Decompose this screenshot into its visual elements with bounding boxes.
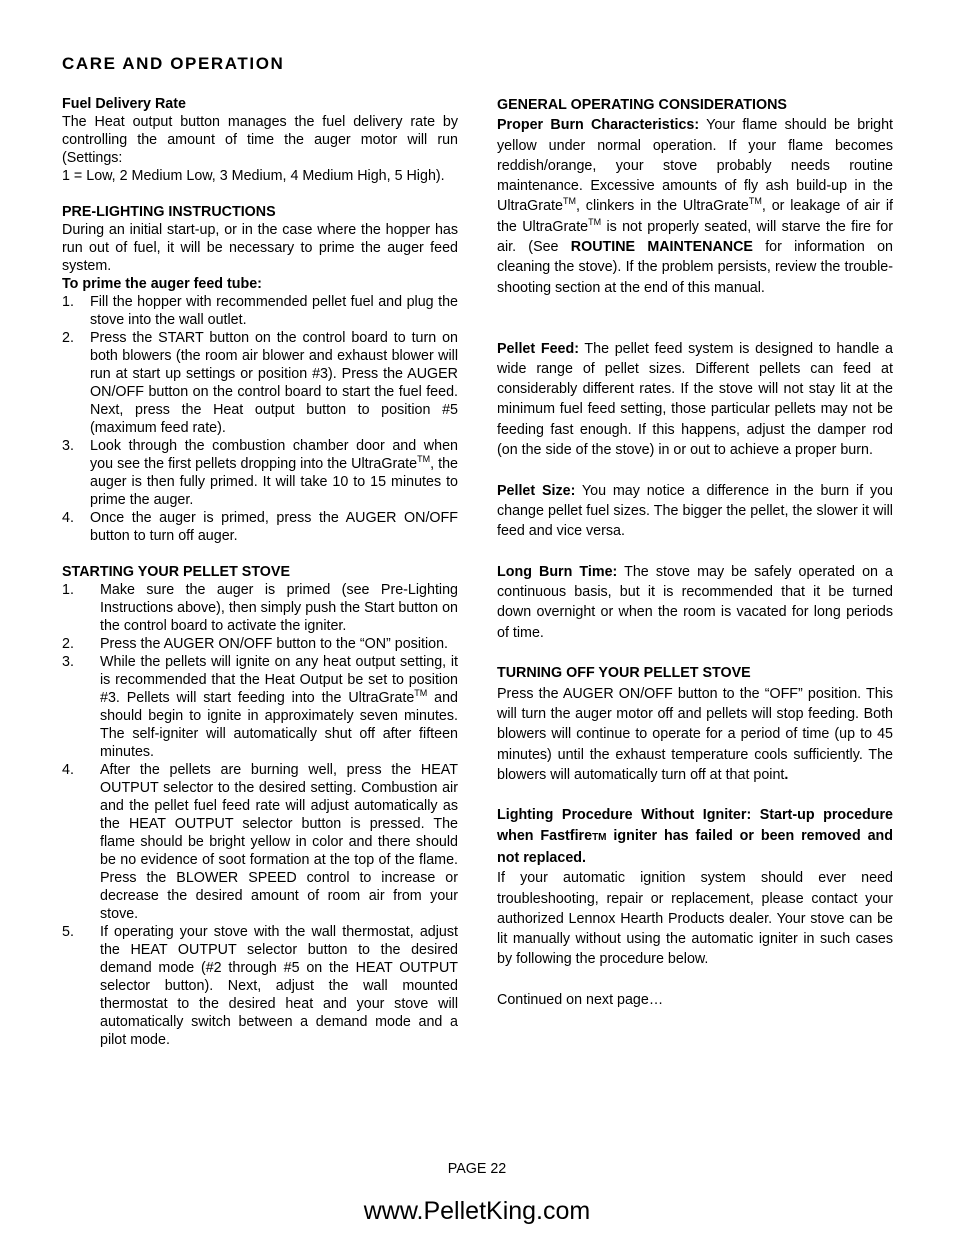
list-item: 4. Once the auger is primed, press the AUGER ON/OFF button to turn off auger.: [62, 510, 458, 544]
pre-lighting-text: During an initial start-up, or in the case where the hopper has run out of fuel, it will be necessary to prime the auger feed system.: [62, 222, 458, 274]
turning-off-paragraph: Press the AUGER ON/OFF button to the “OFF” position. This will turn the auger motor off and pellets will stop feeding. Both blowers will continue to operate for a period of time (up to 45 minutes) until the exhaust temperature cools sufficiently. The blowers will automatically turn off at that point.: [497, 685, 893, 783]
list-item: 2. Press the START button on the control board to turn on both blowers (the room air blower and exhaust blower will run at start up settings or position #3). Press the AUGER ON/OFF button on the control board to start the fuel feed. Next, press the Heat output button to position #5 (maximum feed rate).: [62, 330, 458, 436]
pellet-feed-paragraph: Pellet Feed: The pellet feed system is designed to handle a wide range of pellet sizes. Different pellets can feed at considerably different rates. If the stove will not stay lit at the minimum fuel feed setting, those particular pellets may not be feeding fast enough. If this happens, adjust the damper rod (on the side of the stove) in or out to achieve a proper burn.: [497, 340, 893, 459]
list-item: 1. Fill the hopper with recommended pellet fuel and plug the stove into the wall outlet.: [62, 294, 458, 328]
right-column: [497, 95, 893, 1010]
general-considerations-heading: GENERAL OPERATING CONSIDERATIONS: [497, 97, 787, 113]
list-item: 3. Look through the combustion chamber door and when you see the first pellets dropping into the UltraGrate™, the auger is then fully primed. It will take 10 to 15 minutes to prime the auger.: [62, 438, 458, 508]
lighting-procedure-heading: Lighting Procedure Without Igniter: Start-up procedure when FastfireTM igniter has failed or been removed and not replaced.: [497, 807, 893, 866]
starting-stove-heading: STARTING YOUR PELLET STOVE: [62, 564, 290, 580]
fuel-delivery-settings: 1 = Low, 2 Medium Low, 3 Medium, 4 Medium High, 5 High).: [62, 168, 445, 184]
list-item: 1. Make sure the auger is primed (see Pre-Lighting Instructions above), then simply push the Start button on the control board to activate the igniter.: [62, 582, 458, 634]
page-number: PAGE 22: [447, 1161, 507, 1177]
proper-burn-paragraph: Proper Burn Characteristics: Your flame should be bright yellow under normal operation. If your flame becomes reddish/orange, your stove probably needs routine maintenance. Excessive amounts of fly ash build-up in the UltraGrate™, clinkers in the UltraGrate™, or leakage of air if the UltraGrate™ is not properly seated, will starve the fire for air. (See ROUTINE MAINTENANCE for information on cleaning the stove). If the problem persists, review the trouble-shooting section at the end of this manual.: [497, 117, 893, 296]
fuel-delivery-heading: Fuel Delivery Rate: [62, 96, 186, 112]
list-item: 4. After the pellets are burning well, press the HEAT OUTPUT selector to the desired setting. Combustion air and the pellet fuel feed rate will adjust automatically as the HEAT OUTPUT selector button is pressed. The flame should be bright yellow in color and there should be no evidence of soot formation at the top of the flame. Press the BLOWER SPEED control to increase or decrease the desired amount of room air from your stove.: [62, 762, 458, 922]
list-item: 5. If operating your stove with the wall thermostat, adjust the HEAT OUTPUT selector button to the desired demand mode (#2 through #5 on the HEAT OUTPUT selector button). Next, adjust the wall mounted thermostat to the desired heat and your stove will automatically switch between a demand mode and a pilot mode.: [62, 924, 458, 1048]
list-item: 2. Press the AUGER ON/OFF button to the “ON” position.: [62, 636, 449, 652]
prime-auger-subheading: To prime the auger feed tube:: [62, 276, 262, 292]
prime-steps-list: [62, 293, 458, 545]
lighting-procedure-paragraph: If your automatic ignition system should ever need troubleshooting, repair or replacement, please contact your authorized Lennox Hearth Products dealer. Your stove can be lit manually without using the automatic igniter in such cases by following the procedure below.: [497, 870, 893, 968]
pellet-size-paragraph: Pellet Size: You may notice a difference in the burn if you change pellet fuel sizes. The bigger the pellet, the slower it will feed and vice versa.: [497, 482, 893, 540]
page-title: CARE AND OPERATION: [62, 54, 285, 73]
turning-off-heading: TURNING OFF YOUR PELLET STOVE: [497, 665, 751, 682]
starting-steps-list: [62, 581, 458, 1049]
continued-note: Continued on next page…: [497, 992, 664, 1009]
fuel-delivery-text: The Heat output button manages the fuel delivery rate by controlling the amount of time the auger motor will run (Settings:: [62, 114, 458, 166]
left-column: [62, 95, 458, 1049]
list-item: 3. While the pellets will ignite on any heat output setting, it is recommended that the Heat Output be set to position #3. Pellets will start feeding into the UltraGrate™ and should begin to ignite in approximately seven minutes. The self-igniter will automatically shut off after fifteen minutes.: [62, 654, 458, 760]
footer-url: www.PelletKing.com: [363, 1197, 591, 1225]
long-burn-paragraph: Long Burn Time: The stove may be safely operated on a continuous basis, but it is recommended that it be turned down overnight or when the room is vacated for long periods of time.: [497, 563, 893, 641]
pre-lighting-heading: PRE-LIGHTING INSTRUCTIONS: [62, 204, 276, 220]
